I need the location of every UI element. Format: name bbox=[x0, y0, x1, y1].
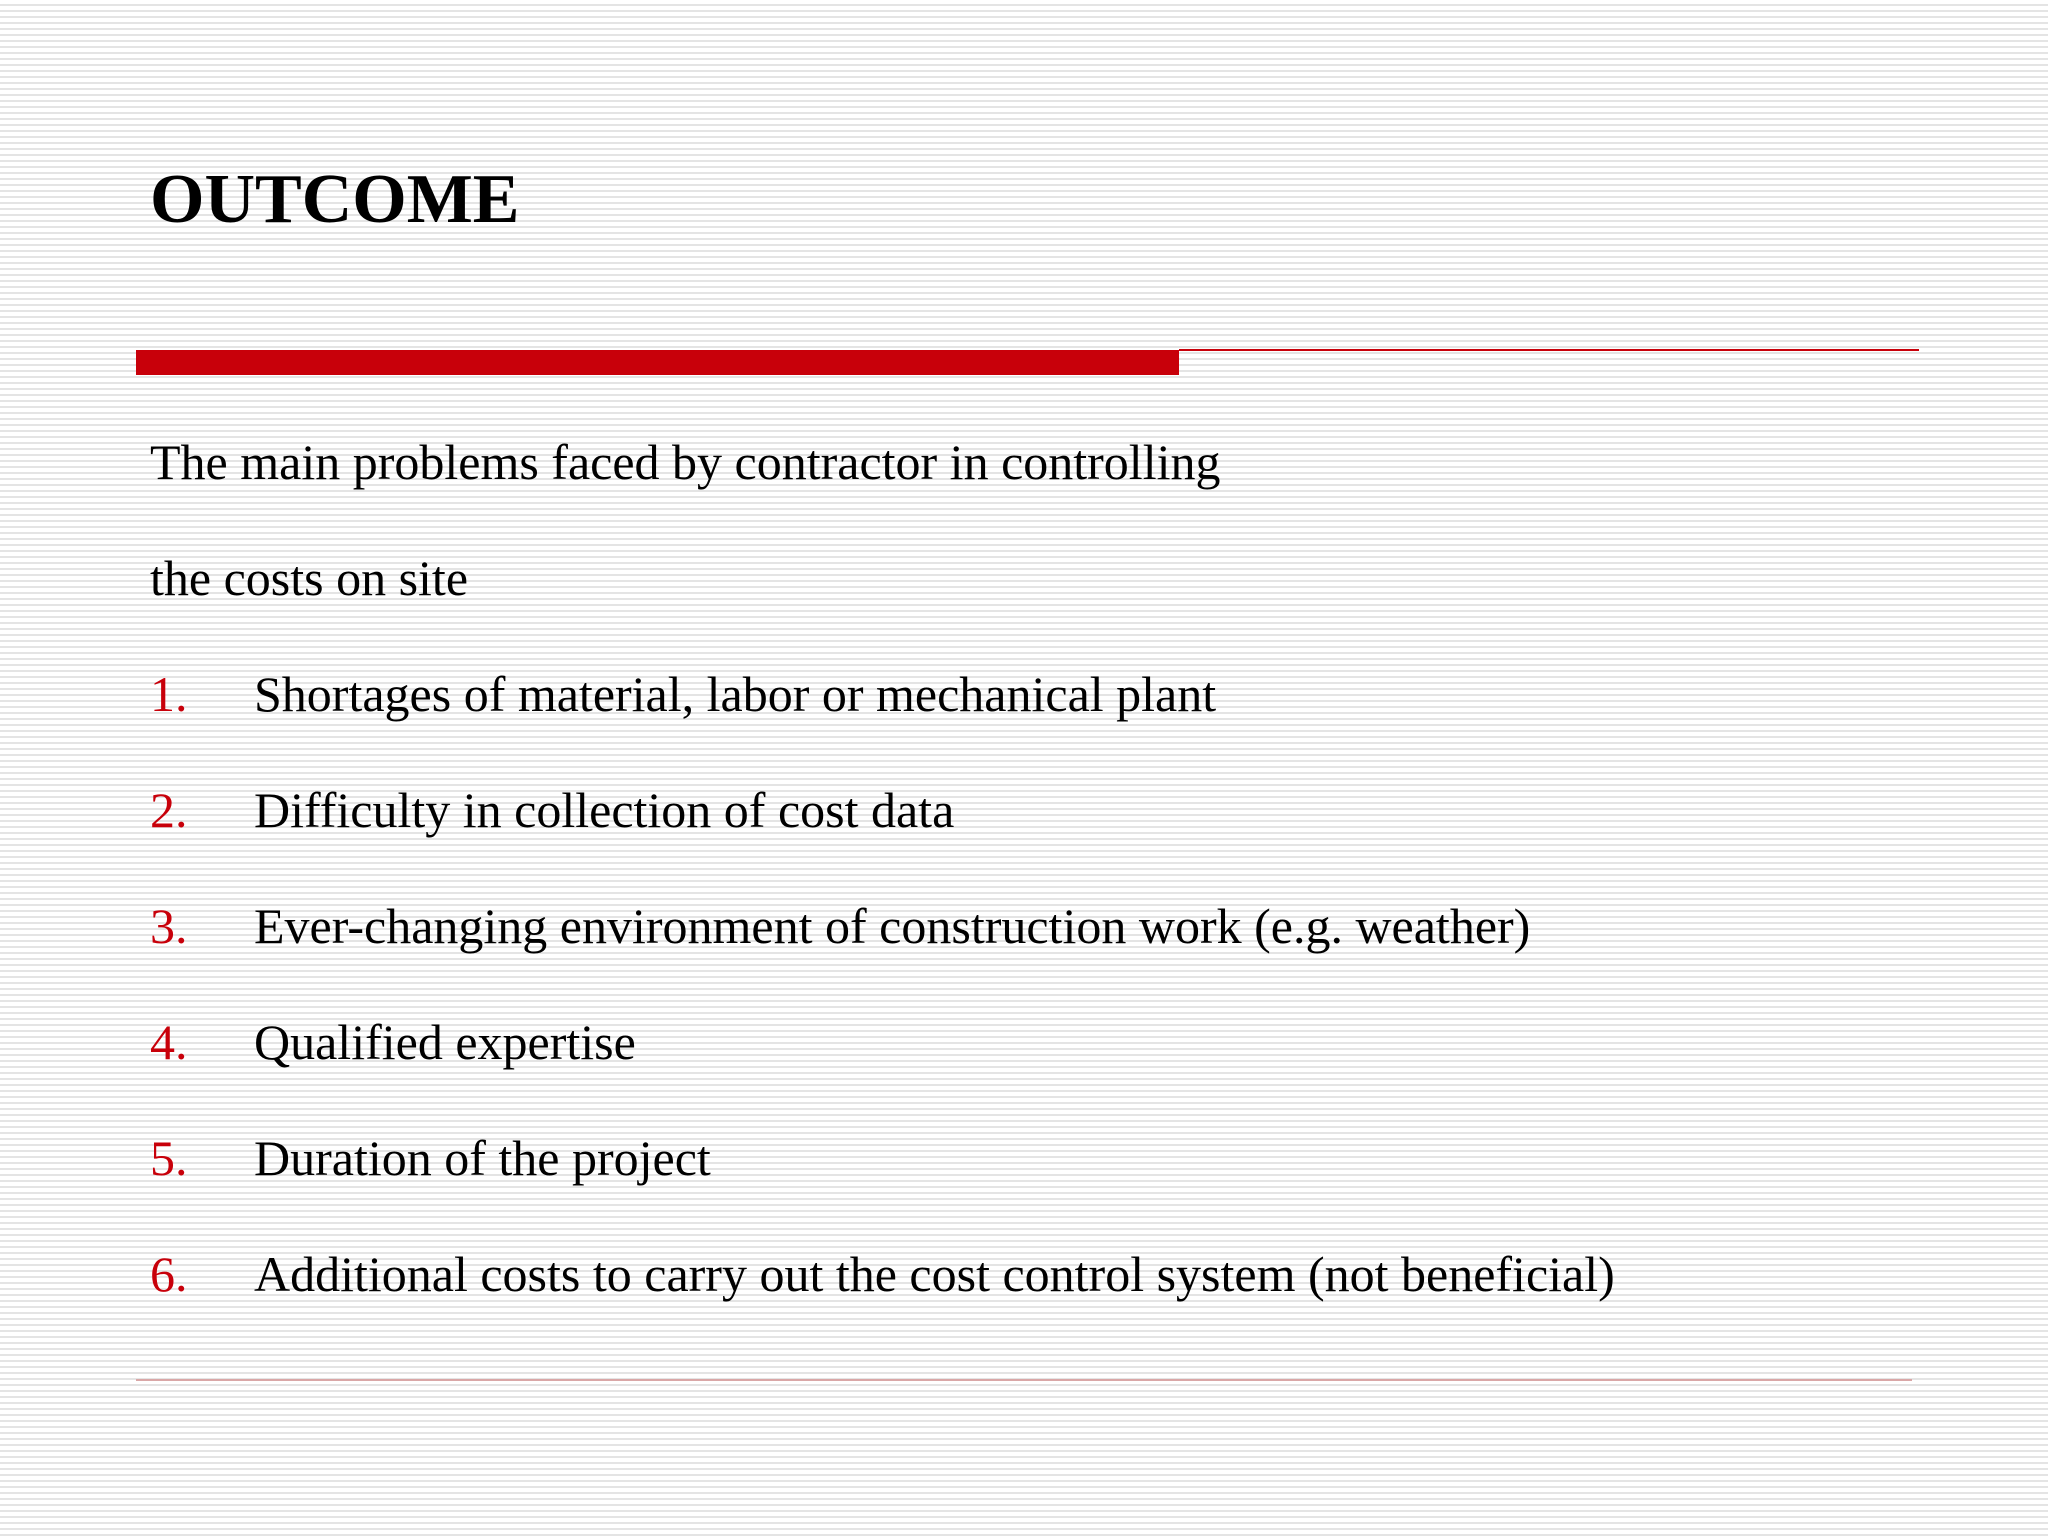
intro-line-2: the costs on site bbox=[150, 550, 469, 606]
slide-title: OUTCOME bbox=[150, 161, 520, 238]
list-item-text: Duration of the project bbox=[254, 1130, 711, 1186]
list-item-text: Qualified expertise bbox=[254, 1014, 636, 1070]
list-item-number: 1. bbox=[150, 666, 188, 722]
list-item bbox=[150, 1130, 1615, 1249]
list-item bbox=[150, 1014, 1615, 1133]
footer-divider bbox=[136, 1379, 1912, 1381]
intro-line-1: The main problems faced by contractor in controlling bbox=[150, 434, 1221, 490]
list-item-text: Additional costs to carry out the cost control system (not beneficial) bbox=[254, 1246, 1615, 1302]
list-item-number: 5. bbox=[150, 1130, 188, 1186]
list-item bbox=[150, 782, 1615, 901]
list-item-number: 3. bbox=[150, 898, 188, 954]
list-item-text: Difficulty in collection of cost data bbox=[254, 782, 955, 838]
list-item-text: Shortages of material, labor or mechanical plant bbox=[254, 666, 1217, 722]
list-item bbox=[150, 666, 1615, 785]
title-underline-thick bbox=[136, 350, 1179, 375]
list-item bbox=[150, 898, 1615, 1017]
list-item-text: Ever-changing environment of construction work (e.g. weather) bbox=[254, 898, 1531, 954]
list-item-number: 4. bbox=[150, 1014, 188, 1070]
list-item-number: 6. bbox=[150, 1246, 188, 1302]
list-item-number: 2. bbox=[150, 782, 188, 838]
title-underline-thin bbox=[1179, 349, 1919, 351]
list-item bbox=[150, 1246, 1615, 1365]
problems-list bbox=[150, 666, 1615, 1365]
